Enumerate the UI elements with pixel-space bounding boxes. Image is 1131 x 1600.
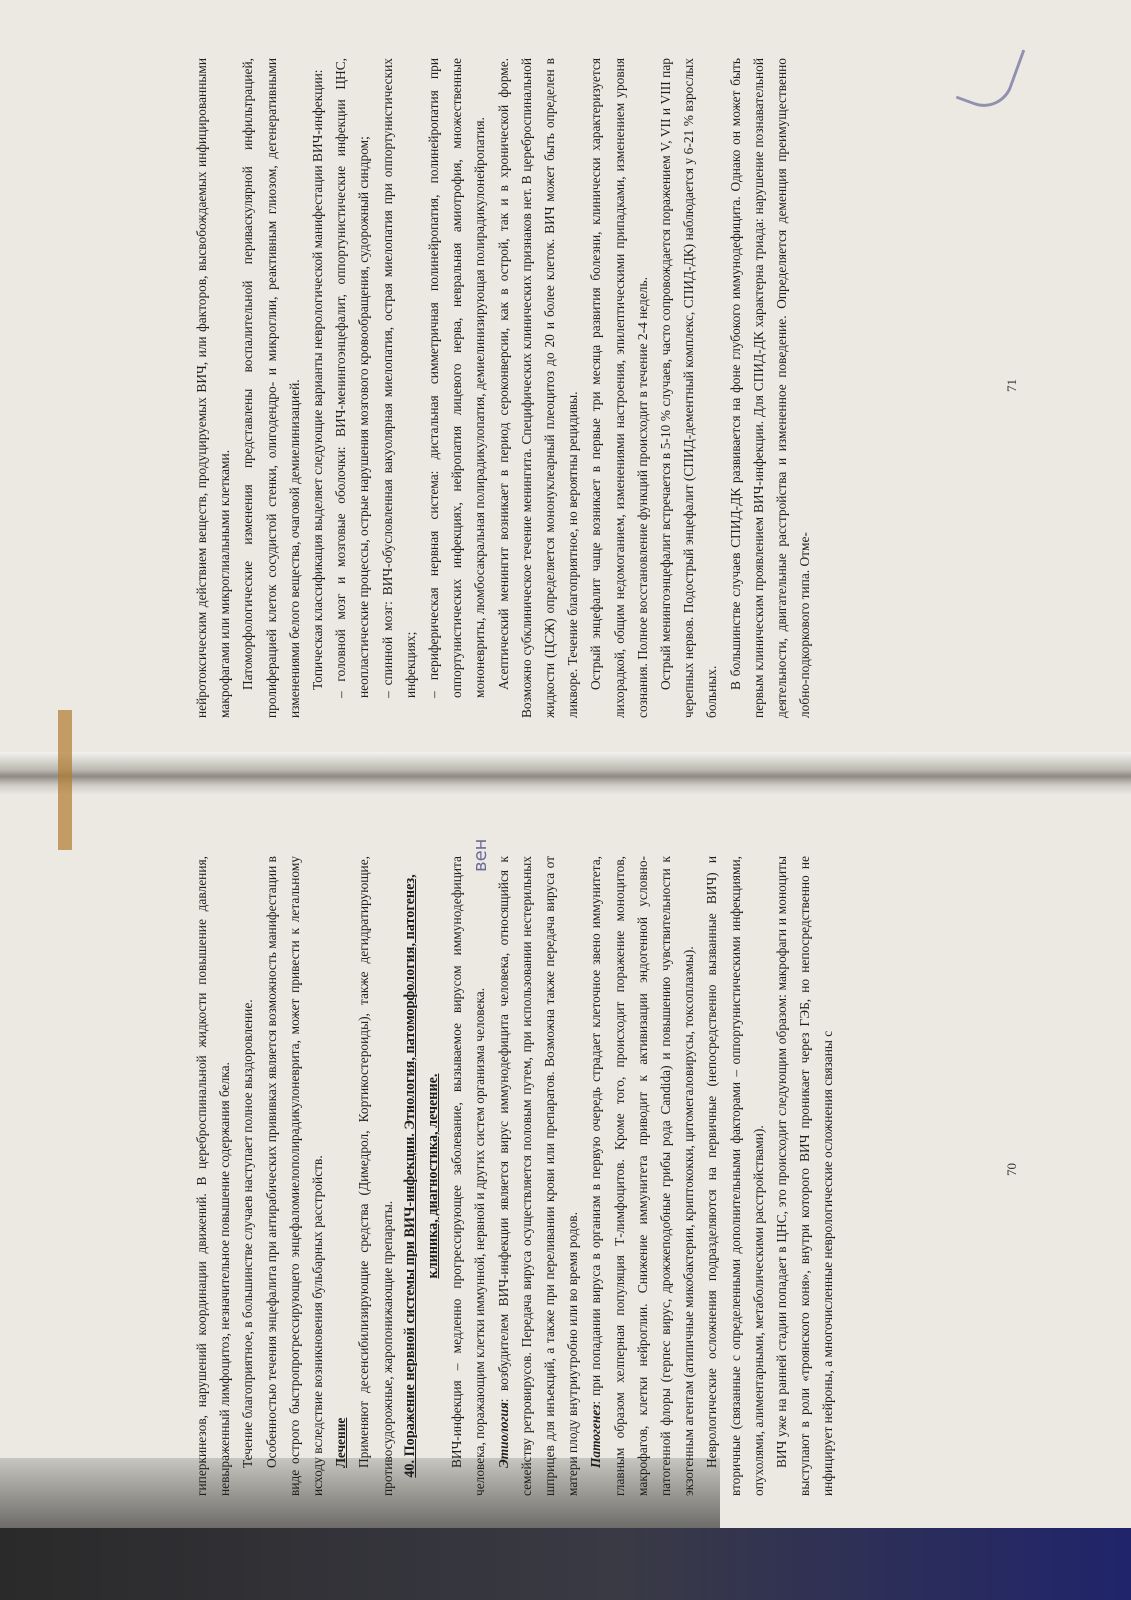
paragraph: ВИЧ-инфекция – медленно прогрессирующее заболевание, вызываемое вирусом иммунодефицита человека, поражающим клетки иммунной, нервной и других систем организма человека. bbox=[449, 856, 488, 1496]
paragraph-text: : возбудителем ВИЧ-инфекции является вирус иммунодефицита человека, относящийся к семейству ретровирусов. Передача вируса осуществляется половым путем, при использовании нестерильных шприцев для инъекций, а также при переливании крови или препаратов. Возможна также передача вируса от матери плоду внутриутробно или во время родов. bbox=[495, 856, 581, 1496]
pen-checkmark bbox=[956, 34, 1026, 116]
page-number-70: 70 bbox=[1004, 1163, 1019, 1176]
book-binding bbox=[0, 752, 1131, 796]
term-label: Патогенез bbox=[588, 1404, 604, 1468]
paragraph: Применяют десенсибилизирующие средства (Димедрол, Кортикостероиды), также дегидратирующие, противосудорожные, жаропонижающие препараты. bbox=[356, 856, 395, 1496]
paragraph: нейротоксическим действием веществ, продуцируемых ВИЧ, или факторов, высвобождаемых инфицированными макрофагами или микроглиальными клетками. bbox=[194, 58, 233, 718]
paragraph: гиперкинезов, нарушений координации движений. В цереброспинальной жидкости повышение давления, невыраженный лимфоцитоз, незначительное повышение содержания белка. bbox=[194, 856, 233, 1496]
paragraph: Патоморфологические изменения представлены воспалительной периваскулярной инфильтрацией, пролиферацией клеток сосудистой стенки, олигодендро- и микроглии, реактивным глиозом, дегенеративными изменениями белого вещества, очаговой демиелинизацией. bbox=[240, 58, 302, 718]
paragraph: Асептический менингит возникает в период сероконверсии, как в острой, так и в хронической форме. Возможно субклиническое течение менингита. Специфических клинических признаков нет. В цереброспинальной жидкости (ЦСЖ) определяется мононуклеарный плеоцитоз до 20 и более клеток. ВИЧ может быть определен в ликворе. Течение благоприятное, но вероятны рецидивы. bbox=[495, 58, 581, 718]
page-71-text bbox=[190, 58, 816, 718]
subheading: Лечение bbox=[333, 1417, 349, 1468]
paragraph: Неврологические осложнения подразделяются на первичные (непосредственно вызванные ВИЧ) и вторичные (связанные с определенными дополнительными факторами – оппортунистическими инфекциями, опухолями, алиментарными, метаболическими расстройствами). bbox=[704, 856, 766, 1496]
list-item: – головной мозг и мозговые оболочки: ВИЧ-менингоэнцефалит, оппортунистические инфекции ЦНС, неопластические процессы, острые нарушения мозгового кровообращения, судорожный синдром; bbox=[333, 58, 372, 698]
paragraph: Острый менингоэнцефалит встречается в 5-10 % случаев, часто сопровождается поражением V, VII и VIII пар черепных нервов. Подострый энцефалит (СПИД-дементный комплекс, СПИД-ДК) наблюдается у 6-21 % взрослых больных. bbox=[658, 58, 720, 718]
paragraph: Острый энцефалит чаще возникает в первые три месяца развития болезни, клинически характеризуется лихорадкой, общим недомоганием, изменениями настроения, эпилептическими припадками, изменением уровня сознания. Полное восстановление функций происходит в течение 2-4 недель. bbox=[588, 58, 650, 718]
page-71 bbox=[0, 0, 1131, 752]
paragraph: ВИЧ уже на ранней стадии попадает в ЦНС, это происходит следующим образом: макрофаги и моноциты выступают в роли «троянского коня», внутри которого ВИЧ проникает через ГЭБ, но непосредственно не инфицирует нейроны, а многочисленные неврологические осложнения связаны с bbox=[774, 856, 836, 1496]
term-label: Этиология bbox=[495, 1402, 511, 1468]
paragraph: Особенностью течения энцефалита при антирабических прививках является возможность манифестации в виде острого быстропрогрессирующего энцефаломиелополирадикулоневрита, может привести к летальному исходу вследствие возникновения бульбарных расстройств. bbox=[263, 856, 326, 1496]
page-70 bbox=[0, 796, 1131, 1528]
paragraph bbox=[492, 856, 585, 1496]
paragraph bbox=[584, 856, 700, 1496]
page-number-71: 71 bbox=[1004, 379, 1019, 392]
handwritten-annotation: вен bbox=[470, 838, 491, 872]
scanner-edge bbox=[0, 1528, 1131, 1600]
paragraph: Течение благоприятное, в большинстве случаев наступает полное выздоровление. bbox=[240, 999, 256, 1468]
list-item: – периферическая нервная система: дистальная симметричная полинейропатия, полинейропатия при оппортунистических инфекциях, нейропатия лицевого нерва, невральная амиотрофия, множественные мононевриты, люмбосакральная полирадикулопатия, демиелинизирующая полирадикулонейропатия. bbox=[426, 58, 488, 698]
paragraph-text: : при попадании вируса в организм в первую очередь страдает клеточное звено иммунитета, главным образом хелперная популяция Т-лимфоцитов. Кроме того, происходит поражение моноцитов, макрофагов, клетки нейроглии. Снижение иммунитета приводит к активизации эндогенной условно-патогенной флоры (герпес вирус, дрожжеподобные грибы рода Candida) и повышению чувствительности к экзогенным агентам (атипичные микобактерии, криптококки, цитомегаловирусы, токсоплазмы). bbox=[588, 856, 697, 1496]
page-70-text bbox=[190, 856, 840, 1496]
paragraph: Топическая классификация выделяет следующие варианты неврологической манифестации ВИЧ-инфекции: bbox=[310, 69, 326, 690]
list-item: – спинной мозг: ВИЧ-обусловленная вакуолярная миелопатия, острая миелопатия при оппортунистических инфекциях; bbox=[379, 58, 418, 698]
paragraph: В большинстве случаев СПИД-ДК развивается на фоне глубокого иммунодефицита. Однако он может быть первым клиническим проявлением ВИЧ-инфекции. Для СПИД-ДК характерна триада: нарушение познавательной деятельности, двигательные расстройства и измененное поведение. Определяется деменция преимущественно лобно-подкоркового типа. Отме- bbox=[727, 58, 813, 718]
section-heading: 40. Поражение нервной системы при ВИЧ-инфекции. Этиология, патоморфология, патогенез, клиника, диагностика, лечение. bbox=[401, 874, 442, 1478]
